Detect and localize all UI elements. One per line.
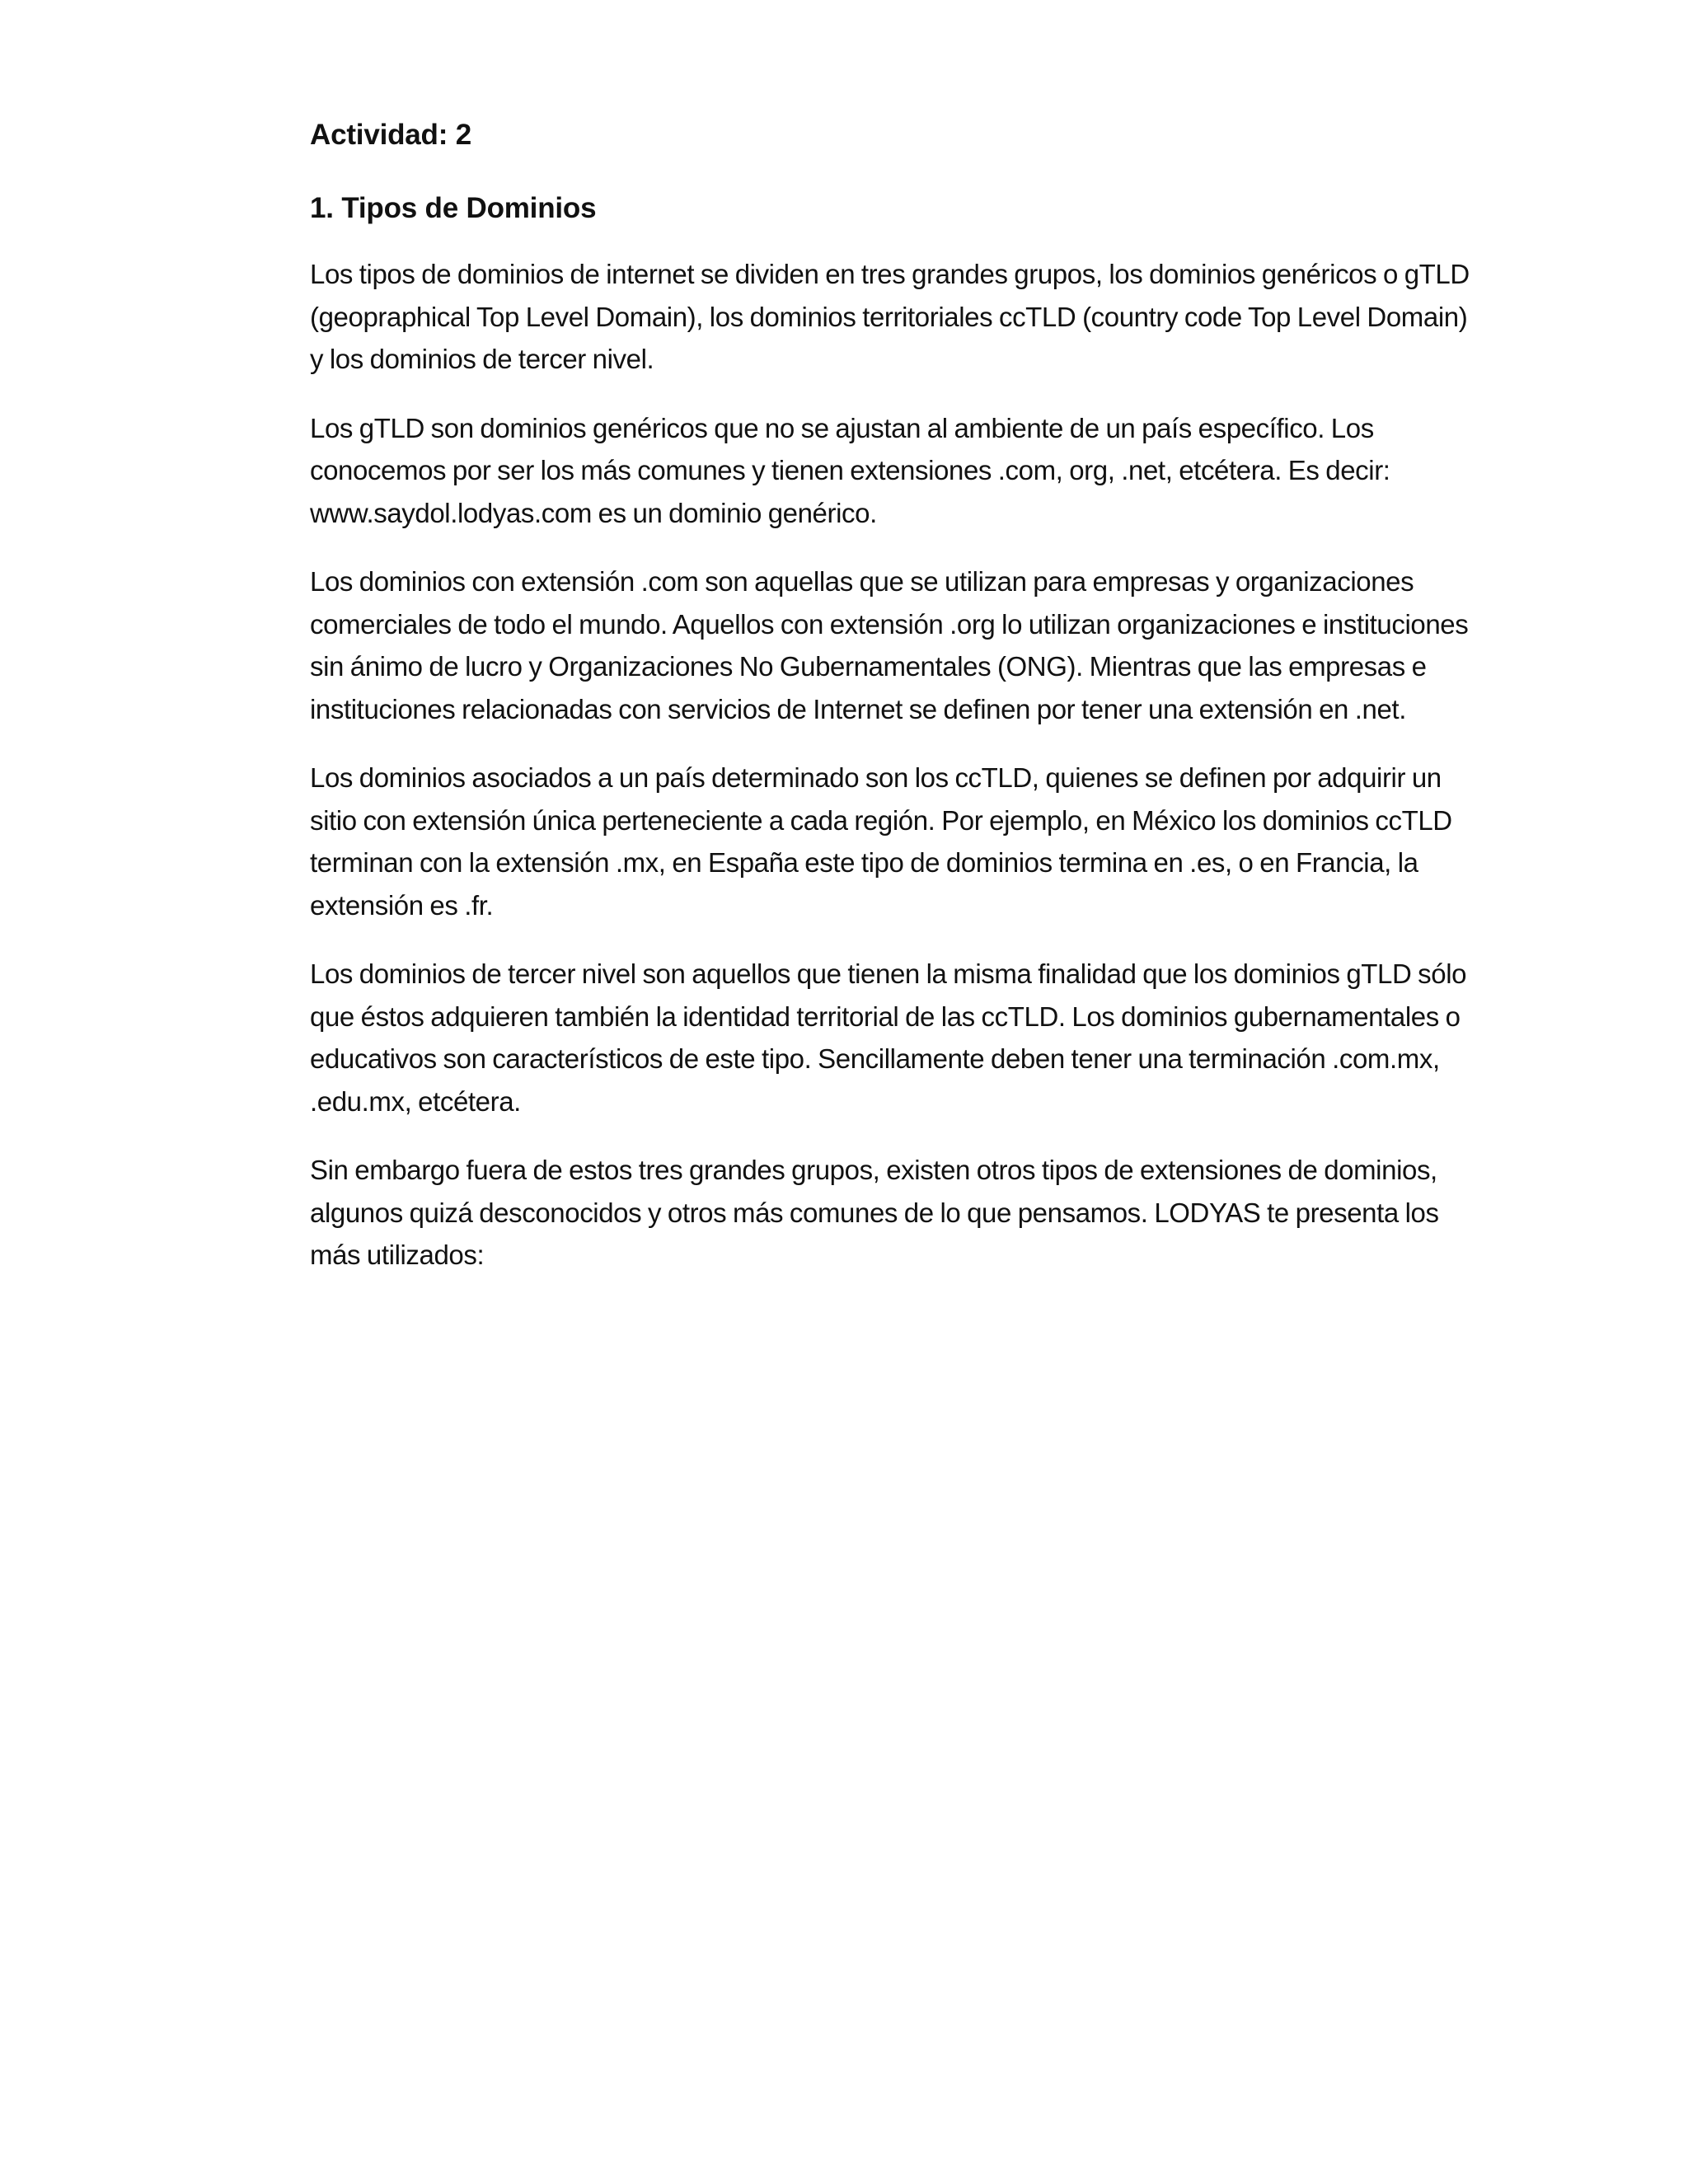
paragraph-cctld: Los dominios asociados a un país determinado son los ccTLD, quienes se definen por adquirir un sitio con extensión única perteneciente a cada región. Por ejemplo, en México los dominios ccTLD terminan con la extensión .mx, en España este tipo de dominios termina en .es, o en Francia, la extensión es .fr. xyxy=(310,762,1452,921)
paragraph-domain-groups: Los tipos de dominios de internet se dividen en tres grandes grupos, los dominios genéricos o gTLD (geopraphical Top Level Domain), los dominios territoriales ccTLD (country code Top Level Domain) y los dominios de tercer nivel. xyxy=(310,259,1470,374)
paragraph-third-level: Los dominios de tercer nivel son aquellos que tienen la misma finalidad que los dominios gTLD sólo que éstos adquieren también la identidad territorial de las ccTLD. Los dominios gubernamentales o educativos son característicos de este tipo. Sencillamente deben tener una terminación .com.mx, .edu.mx, etcétera. xyxy=(310,958,1467,1117)
paragraph-extensions: Los dominios con extensión .com son aquellas que se utilizan para empresas y organizaciones comerciales de todo el mundo. Aquellos con extensión .org lo utilizan organizaciones e instituciones sin ánimo de lucro y Organizaciones No Gubernamentales (ONG). Mientras que las empresas e instituciones relacionadas con servicios de Internet se definen por tener una extensión en .net. xyxy=(310,566,1469,724)
paragraph-other-extensions: Sin embargo fuera de estos tres grandes grupos, existen otros tipos de extensiones de dominios, algunos quizá desconocidos y otros más comunes de lo que pensamos. LODYAS te presenta los más utilizados: xyxy=(310,1155,1439,1270)
section-title: 1. Tipos de Dominios xyxy=(310,192,597,224)
activity-title: Actividad: 2 xyxy=(310,119,471,151)
paragraph-gtld: Los gTLD son dominios genéricos que no se ajustan al ambiente de un país específico. Los conocemos por ser los más comunes y tienen extensiones .com, org, .net, etcétera. Es decir: www.saydol.lodyas.com es un dominio genérico. xyxy=(310,412,1390,528)
document-body xyxy=(310,115,1480,1303)
